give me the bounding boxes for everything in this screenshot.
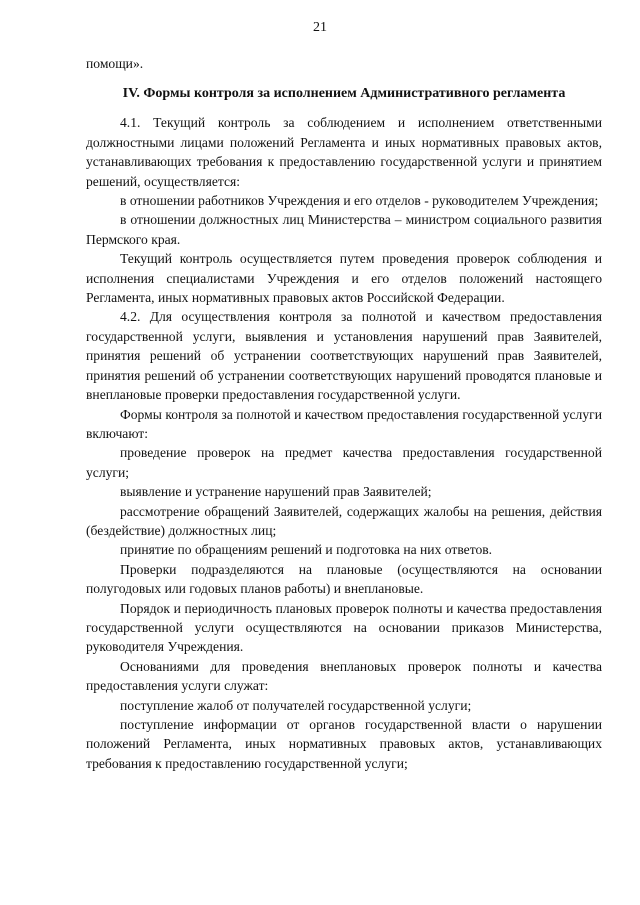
paragraph-unplanned-grounds: Основаниями для проведения внеплановых проверок полноты и качества предоставления услуги служат:	[86, 658, 602, 694]
paragraph-control-employees: в отношении работников Учреждения и его отделов - руководителем Учреждения;	[120, 193, 599, 209]
paragraph-4-2: 4.2. Для осуществления контроля за полнотой и качеством предоставления государственной услуги, выявления и установления нарушений прав Заявителей, принятия решений об устранении соответствующих нарушений прав Заявителей, принятия решений об устранении соответствующих нарушений проводятся плановые и внеплановые проверки предоставления государственной услуги.	[86, 309, 602, 403]
list-item-inspections: проведение проверок на предмет качества предоставления государственной услуги;	[86, 445, 602, 480]
list-item-violations: выявление и устранение нарушений прав Заявителей;	[120, 484, 432, 500]
paragraph-control-forms: Формы контроля за полнотой и качеством предоставления государственной услуги включают:	[86, 406, 602, 441]
list-item-complaints-received: поступление жалоб от получателей государственной услуги;	[120, 697, 472, 713]
list-item-responses: принятие по обращениям решений и подготовка на них ответов.	[120, 542, 493, 558]
document-body	[86, 54, 602, 773]
section-title: IV. Формы контроля за исполнением Административного регламента	[122, 86, 566, 102]
list-item-information-received: поступление информации от органов государственной власти о нарушении положений Регламента, иных нормативных правовых актов, устанавливающих требования к предоставлению государственной услуги;	[86, 717, 602, 771]
continued-text: помощи».	[86, 56, 144, 71]
paragraph-control-ministry: в отношении должностных лиц Министерства – министром социального развития Пермского края.	[86, 212, 602, 247]
list-item-complaints: рассмотрение обращений Заявителей, содержащих жалобы на решения, действия (бездействие) должностных лиц;	[86, 503, 602, 538]
paragraph-inspection-types: Проверки подразделяются на плановые (осуществляются на основании полугодовых или годовых планов работы) и внеплановые.	[86, 561, 602, 597]
paragraph-current-control: Текущий контроль осуществляется путем проведения проверок соблюдения и исполнения специалистами Учреждения и его отделов положений настоящего Регламента, иных нормативных правовых актов Российской Федерации.	[86, 251, 602, 306]
paragraph-planned-order: Порядок и периодичность плановых проверок полноты и качества предоставления государственной услуги осуществляются на основании приказов Министерства, руководителя Учреждения.	[86, 600, 602, 655]
paragraph-4-1: 4.1. Текущий контроль за соблюдением и исполнением ответственными должностными лицами положений Регламента и иных нормативных правовых актов, устанавливающих требования к предоставлению государственной услуги и принятием решений, осуществляется:	[86, 115, 602, 189]
page-number: 21	[313, 20, 327, 35]
